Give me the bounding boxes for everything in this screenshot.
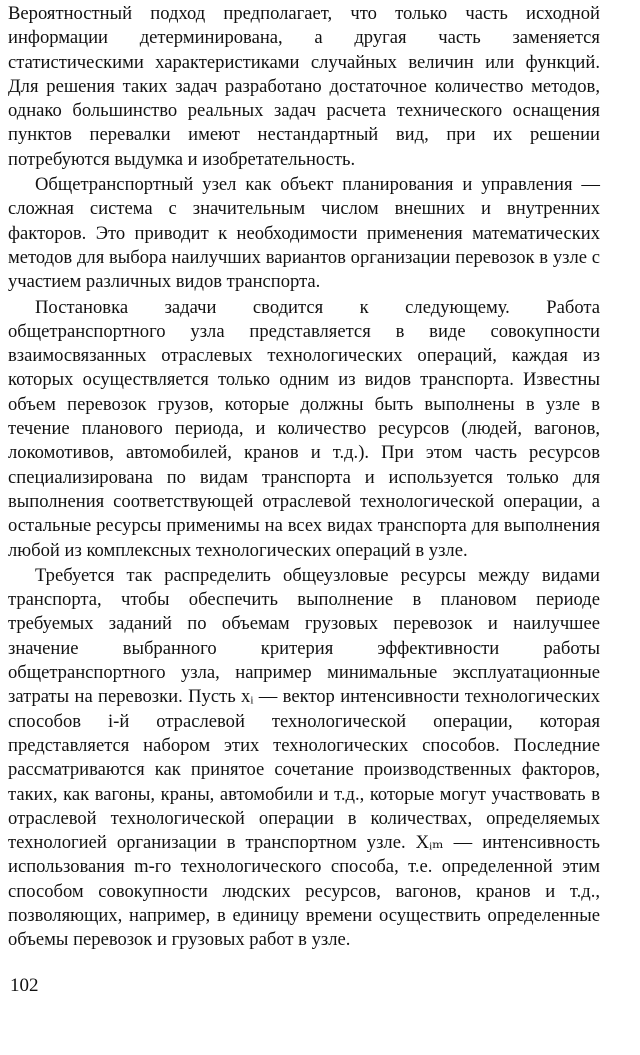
page-number: 102 (10, 975, 39, 996)
document-page (8, 2, 600, 953)
paragraph-problem-statement: Постановка задачи сводится к следующему. Работа общетранспортного узла представляется в виде совокупности взаимосвязанных отраслевых технологических операций, каждая из которых осуществляется только одним из видов транспорта. Известны объем перевозок грузов, которые должны быть выполнены в узле в течение планового периода, и количество ресурсов (людей, вагонов, локомотивов, автомобилей, кранов и т.д.). При этом часть ресурсов специализирована по видам транспорта и используется только для выполнения соответствующей отраслевой технологической операции, а остальные ресурсы применимы на всех видах транспорта для выполнения любой из комплексных технологических операций в узле. (8, 296, 600, 561)
paragraph-transport-hub: Общетранспортный узел как объект планирования и управления — сложная система с значительным числом внешних и внутренних факторов. Это приводит к необходимости применения математических методов для выбора наилучших вариантов организации перевозок в узле с участием различных видов транспорта. (8, 174, 600, 293)
paragraph-resource-distribution: Требуется так распределить общеузловые ресурсы между видами транспорта, чтобы обеспечить выполнение в плановом периоде требуемых заданий по объемам грузовых перевозок и наилучшее значение выбранного критерия эффективности работы общетранспортного узла, например минимальные эксплуатационные затраты на перевозки. Пусть xᵢ — вектор интенсивности технологических способов i-й отраслевой технологической операции, которая представляется набором этих технологических способов. Последние рассматриваются как принятое сочетание производственных факторов, таких, как вагоны, краны, автомобили и т.д., которые могут участвовать в отраслевой технологической операции в количествах, определяемых технологией организации в транспортном узле. Xᵢₘ — интенсивность использования m-го технологического способа, т.е. определенной этим способом совокупности людских ресурсов, вагонов, кранов и т.д., позволяющих, например, в единицу времени осуществить определенные объемы перевозок и грузовых работ в узле. (8, 564, 600, 951)
paragraph-probabilistic-approach: Вероятностный подход предполагает, что только часть исходной информации детерминирована, а другая часть заменяется статистическими характеристиками случайных величин или функций. Для решения таких задач разработано достаточное количество методов, однако большинство реальных задач расчета технического оснащения пунктов перевалки имеют нестандартный вид, при их решении потребуются выдумка и изобретательность. (8, 3, 600, 170)
